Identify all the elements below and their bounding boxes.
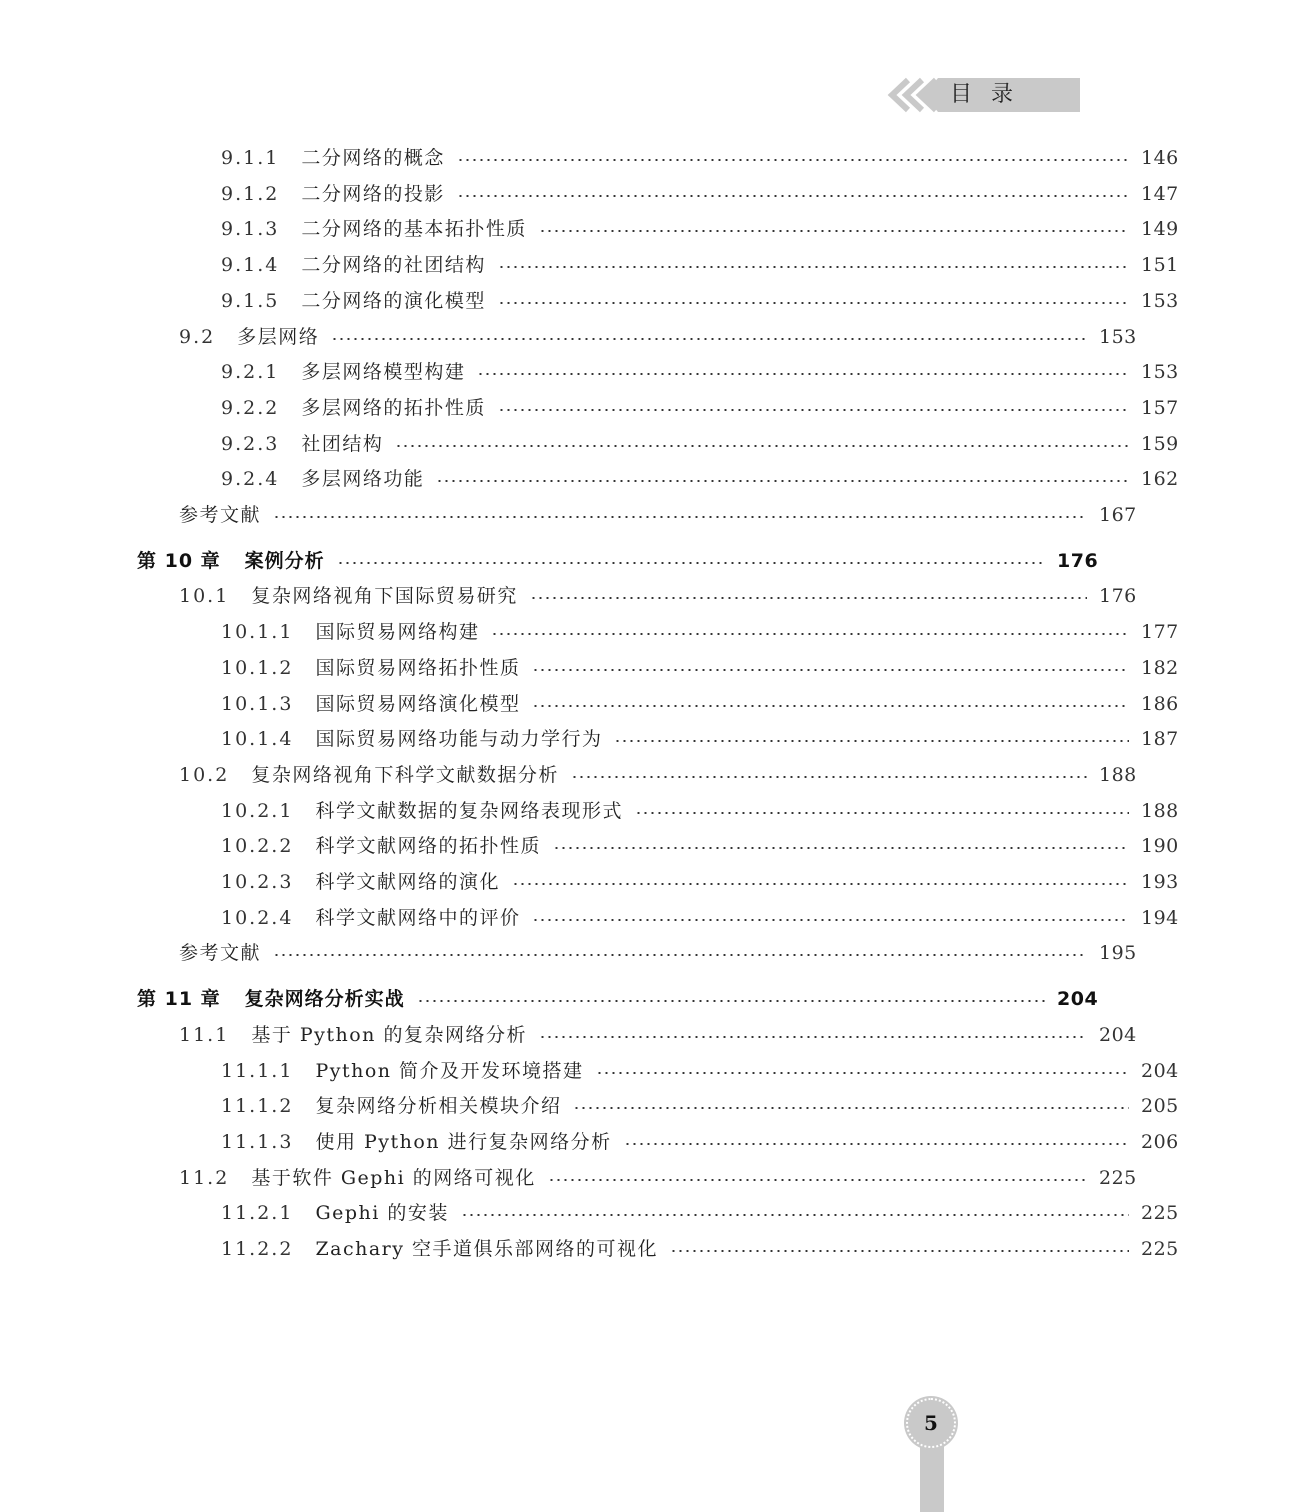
toc-section-row bbox=[0, 500, 1259, 530]
toc-dot-leader bbox=[498, 409, 1129, 411]
toc-entry-number: 11.1.2 bbox=[221, 1095, 294, 1118]
toc-dot-leader bbox=[530, 597, 1087, 599]
page-number: 5 bbox=[924, 1411, 938, 1435]
toc-section-row bbox=[0, 1020, 1259, 1050]
toc-entry-title: 二分网络的投影 bbox=[301, 182, 445, 205]
toc-entry-page: 195 bbox=[1099, 942, 1137, 965]
toc-entry-page: 147 bbox=[1141, 182, 1179, 205]
toc-entry-title: 复杂网络视角下科学文献数据分析 bbox=[251, 763, 559, 786]
toc-entry-number: 11.1.3 bbox=[221, 1130, 294, 1153]
toc-entry-number: 10.1 bbox=[179, 585, 230, 608]
toc-entry-number: 11.2 bbox=[179, 1166, 230, 1189]
toc-dot-leader bbox=[337, 562, 1045, 564]
toc-dot-leader bbox=[273, 954, 1087, 956]
toc-entry-number: 10.1.2 bbox=[221, 656, 294, 679]
toc-entry-number: 10.2 bbox=[179, 763, 230, 786]
toc-dot-leader bbox=[395, 445, 1129, 447]
toc-entry-title: 基于 Python 的复杂网络分析 bbox=[251, 1023, 527, 1046]
toc-entry-page: 177 bbox=[1141, 621, 1179, 644]
toc-entry-title: 国际贸易网络演化模型 bbox=[315, 692, 521, 715]
toc-dot-leader bbox=[498, 266, 1129, 268]
toc-entry-title: 复杂网络分析相关模块介绍 bbox=[315, 1095, 562, 1118]
toc-entry-page: 146 bbox=[1141, 147, 1179, 169]
toc-section-row bbox=[0, 581, 1259, 611]
toc-entry-page: 159 bbox=[1141, 432, 1179, 455]
toc-entry-title: 复杂网络分析实战 bbox=[244, 988, 405, 1011]
toc-entry-page: 176 bbox=[1057, 549, 1099, 572]
toc-subsection-row bbox=[0, 250, 1301, 280]
toc-dot-leader bbox=[539, 230, 1129, 232]
toc-entry-page: 188 bbox=[1141, 799, 1179, 822]
toc-entry-title: 多层网络模型构建 bbox=[301, 361, 466, 384]
toc-entry-page: 188 bbox=[1099, 763, 1137, 786]
toc-entry-number: 9.2.3 bbox=[221, 432, 280, 455]
toc-chapter-row bbox=[0, 546, 1217, 576]
toc-header-tab bbox=[888, 78, 1080, 112]
toc-entry-title: 国际贸易网络构建 bbox=[315, 621, 480, 644]
toc-entry-title: 二分网络的社团结构 bbox=[301, 254, 486, 277]
toc-entry-page: 167 bbox=[1099, 504, 1137, 526]
toc-entry-title: 科学文献网络的拓扑性质 bbox=[315, 835, 541, 858]
toc-subsection-row bbox=[0, 1091, 1301, 1121]
toc-subsection-row bbox=[0, 867, 1301, 897]
toc-entry-title: 二分网络的基本拓扑性质 bbox=[301, 218, 527, 241]
toc-dot-leader bbox=[273, 516, 1087, 518]
toc-entry-title: 多层网络的拓扑性质 bbox=[301, 396, 486, 419]
toc-entry-page: 186 bbox=[1141, 692, 1179, 715]
toc-dot-leader bbox=[571, 776, 1087, 778]
toc-dot-leader bbox=[624, 1143, 1129, 1145]
toc-subsection-row bbox=[0, 724, 1301, 754]
toc-dot-leader bbox=[491, 633, 1129, 635]
toc-dot-leader bbox=[457, 195, 1129, 197]
toc-entry-page: 176 bbox=[1099, 585, 1137, 608]
toc-subsection-row bbox=[0, 429, 1301, 459]
toc-entry-number: 9.1.2 bbox=[221, 182, 280, 205]
toc-entry-title: 多层网络 bbox=[237, 325, 320, 348]
toc-entry-page: 194 bbox=[1141, 906, 1179, 929]
toc-entry-page: 149 bbox=[1141, 218, 1179, 241]
toc-dot-leader bbox=[417, 1000, 1045, 1002]
toc-entry-number: 11.1.1 bbox=[221, 1059, 294, 1082]
toc-entry-number: 9.1.3 bbox=[221, 218, 280, 241]
toc-entry-number: 10.2.2 bbox=[221, 835, 294, 858]
toc-entry-title: 案例分析 bbox=[244, 549, 325, 572]
toc-entry-page: 193 bbox=[1141, 871, 1179, 893]
toc-subsection-row bbox=[0, 617, 1301, 647]
toc-dot-leader bbox=[539, 1036, 1087, 1038]
toc-subsection-row bbox=[0, 1198, 1301, 1228]
toc-entry-title: 国际贸易网络功能与动力学行为 bbox=[315, 728, 603, 751]
toc-dot-leader bbox=[436, 480, 1129, 482]
toc-entry-title: 基于软件 Gephi 的网络可视化 bbox=[251, 1166, 536, 1189]
toc-dot-leader bbox=[532, 705, 1129, 707]
toc-dot-leader bbox=[498, 302, 1129, 304]
toc-entry-page: 157 bbox=[1141, 396, 1179, 419]
toc-dot-leader bbox=[596, 1072, 1129, 1074]
toc-dot-leader bbox=[553, 847, 1129, 849]
toc-entry-number: 11.2.1 bbox=[221, 1202, 294, 1225]
toc-entry-number: 10.2.4 bbox=[221, 906, 294, 929]
toc-entry-page: 225 bbox=[1099, 1166, 1137, 1189]
toc-dot-leader bbox=[548, 1179, 1087, 1181]
toc-entry-title: Gephi 的安装 bbox=[315, 1202, 449, 1225]
toc-subsection-row bbox=[0, 1234, 1301, 1264]
toc-entry-page: 204 bbox=[1099, 1023, 1137, 1046]
toc-dot-leader bbox=[331, 338, 1087, 340]
toc-subsection-row bbox=[0, 831, 1301, 861]
toc-entry-number: 9.2.1 bbox=[221, 361, 280, 384]
toc-entry-page: 204 bbox=[1141, 1059, 1179, 1082]
toc-dot-leader bbox=[532, 669, 1129, 671]
toc-entry-title: 复杂网络视角下国际贸易研究 bbox=[251, 585, 518, 608]
toc-entry-page: 151 bbox=[1141, 254, 1179, 277]
toc-entry-page: 162 bbox=[1141, 468, 1179, 491]
toc-entry-page: 153 bbox=[1099, 325, 1137, 348]
toc-subsection-row bbox=[0, 689, 1301, 719]
toc-entry-title: 国际贸易网络拓扑性质 bbox=[315, 656, 521, 679]
toc-dot-leader bbox=[532, 919, 1129, 921]
toc-dot-leader bbox=[614, 740, 1129, 742]
toc-dot-leader bbox=[457, 159, 1129, 161]
toc-entry-page: 190 bbox=[1141, 835, 1179, 858]
toc-entry-number: 9.2 bbox=[179, 325, 216, 348]
toc-entry-title: Zachary 空手道俱乐部网络的可视化 bbox=[315, 1238, 659, 1260]
toc-section-row bbox=[0, 760, 1259, 790]
toc-entry-page: 225 bbox=[1141, 1202, 1179, 1225]
toc-entry-title: 科学文献数据的复杂网络表现形式 bbox=[315, 799, 623, 822]
toc-entry-number: 10.1.3 bbox=[221, 692, 294, 715]
toc-subsection-row bbox=[0, 393, 1301, 423]
toc-entry-number: 10.2.1 bbox=[221, 799, 294, 822]
page-number-badge bbox=[906, 1398, 956, 1448]
toc-dot-leader bbox=[477, 373, 1129, 375]
toc-subsection-row bbox=[0, 1127, 1301, 1157]
toc-entry-title: 参考文献 bbox=[179, 942, 262, 965]
toc-chapter-row bbox=[0, 984, 1217, 1014]
toc-entry-title: 使用 Python 进行复杂网络分析 bbox=[315, 1130, 612, 1153]
toc-entry-page: 206 bbox=[1141, 1130, 1179, 1153]
toc-entry-title: 社团结构 bbox=[301, 432, 384, 455]
toc-entry-page: 182 bbox=[1141, 656, 1179, 679]
toc-entry-page: 153 bbox=[1141, 289, 1179, 312]
toc-subsection-row bbox=[0, 903, 1301, 933]
toc-entry-number: 10.1.1 bbox=[221, 621, 294, 644]
toc-entry-title: 参考文献 bbox=[179, 504, 262, 526]
toc-entry-title: 科学文献网络的演化 bbox=[315, 871, 500, 893]
toc-entry-title: 二分网络的概念 bbox=[301, 147, 445, 169]
toc-entry-number: 9.1.5 bbox=[221, 289, 280, 312]
toc-subsection-row bbox=[0, 143, 1301, 173]
toc-subsection-row bbox=[0, 179, 1301, 209]
toc-entry-number: 9.2.2 bbox=[221, 396, 280, 419]
toc-entry-number: 11.1 bbox=[179, 1023, 230, 1046]
toc-entry-number: 10.1.4 bbox=[221, 728, 294, 751]
toc-entry-number: 10.2.3 bbox=[221, 871, 294, 893]
toc-entry-number: 9.1.4 bbox=[221, 254, 280, 277]
toc-dot-leader bbox=[461, 1214, 1129, 1216]
toc-entry-page: 204 bbox=[1057, 988, 1099, 1011]
toc-subsection-row bbox=[0, 286, 1301, 316]
toc-dot-leader bbox=[635, 812, 1129, 814]
toc-entry-page: 153 bbox=[1141, 361, 1179, 384]
toc-entry-page: 205 bbox=[1141, 1095, 1179, 1118]
toc-entry-title: 科学文献网络中的评价 bbox=[315, 906, 521, 929]
toc-subsection-row bbox=[0, 1056, 1301, 1086]
toc-entry-page: 225 bbox=[1141, 1238, 1179, 1260]
toc-entry-page: 187 bbox=[1141, 728, 1179, 751]
toc-entry-number: 9.1.1 bbox=[221, 147, 280, 169]
toc-subsection-row bbox=[0, 796, 1301, 826]
toc-dot-leader bbox=[512, 883, 1129, 885]
toc-dot-leader bbox=[573, 1107, 1129, 1109]
toc-entry-title: 多层网络功能 bbox=[301, 468, 425, 491]
toc-subsection-row bbox=[0, 464, 1301, 494]
toc-entry-title: 二分网络的演化模型 bbox=[301, 289, 486, 312]
toc-subsection-row bbox=[0, 357, 1301, 387]
toc-entry-number: 9.2.4 bbox=[221, 468, 280, 491]
toc-section-row bbox=[0, 938, 1259, 968]
toc-entry-title: Python 简介及开发环境搭建 bbox=[315, 1059, 584, 1082]
toc-entry-number: 第 11 章 bbox=[137, 988, 221, 1011]
toc-subsection-row bbox=[0, 653, 1301, 683]
toc-section-row bbox=[0, 1163, 1259, 1193]
toc-section-row bbox=[0, 322, 1259, 352]
toc-entry-number: 第 10 章 bbox=[137, 549, 221, 572]
toc-dot-leader bbox=[670, 1250, 1129, 1252]
toc-header-title: 目 录 bbox=[950, 82, 1019, 107]
toc-subsection-row bbox=[0, 214, 1301, 244]
toc-entry-number: 11.2.2 bbox=[221, 1238, 294, 1260]
